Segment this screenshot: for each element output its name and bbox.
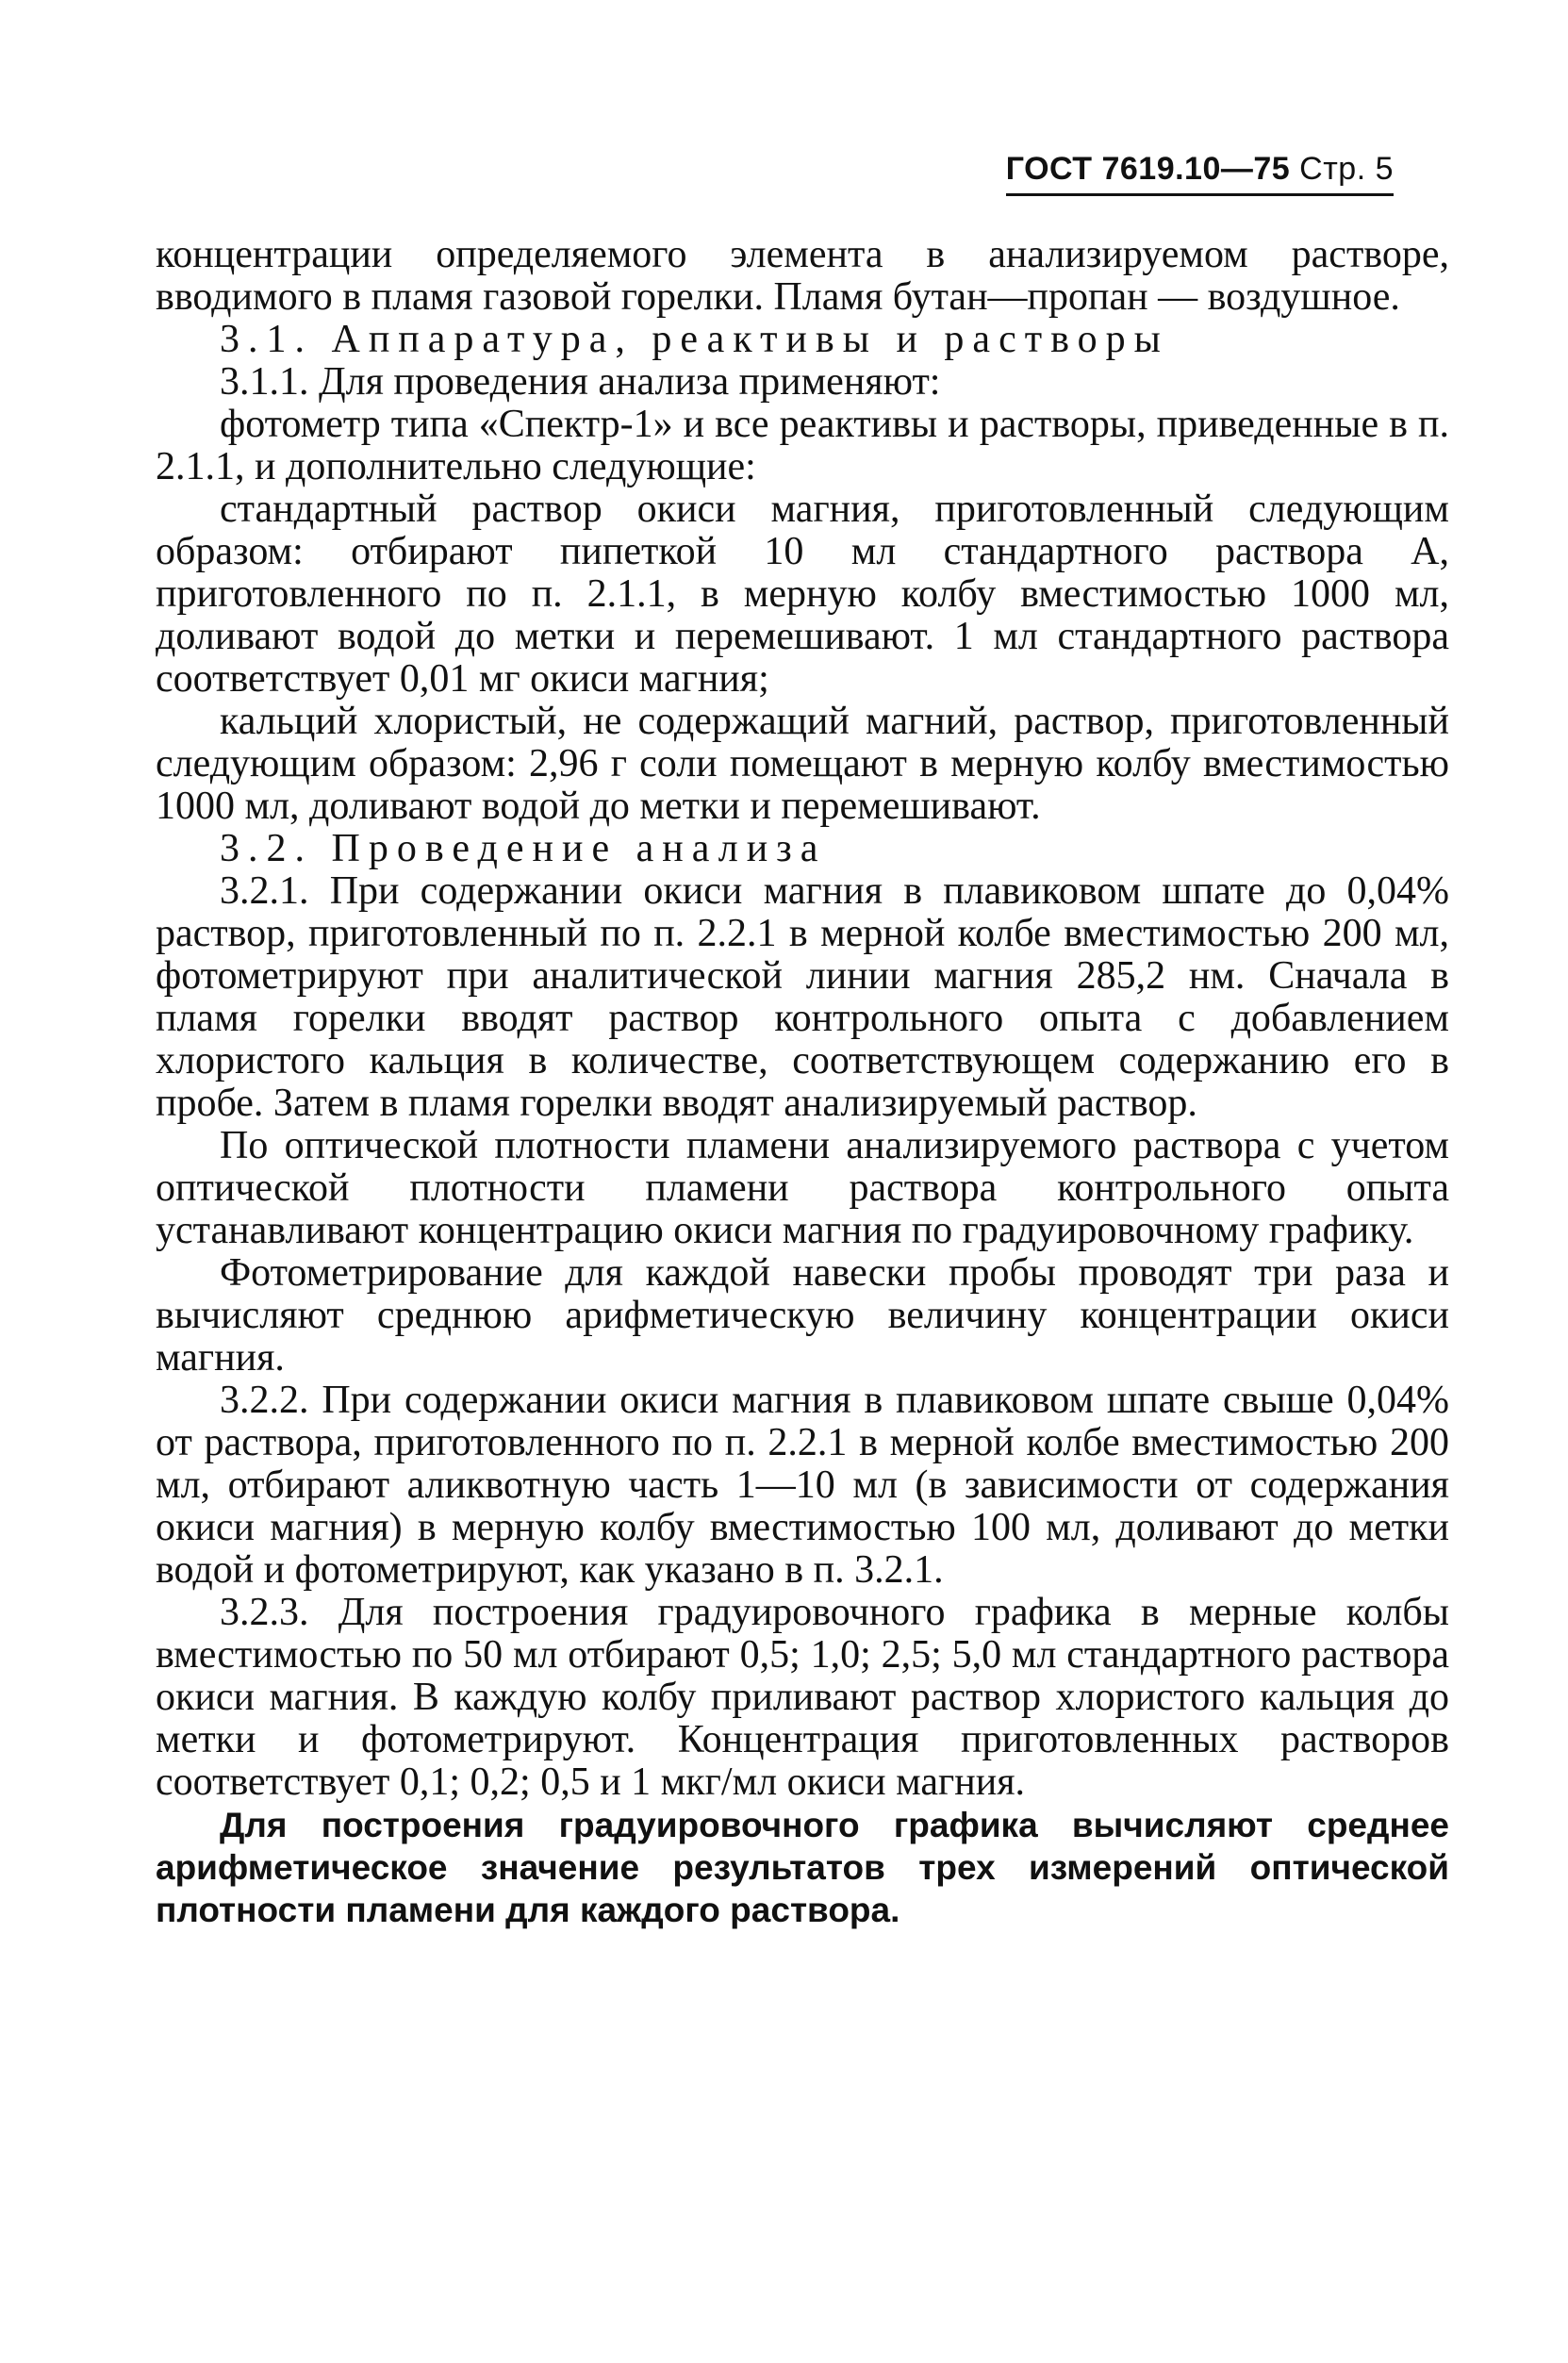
- page-number: Стр. 5: [1299, 151, 1394, 187]
- paragraph-intro-continuation: концентрации определяемого элемента в анализируемом растворе, вводимого в пламя газовой горелки. Пламя бутан—пропан — воздушное.: [156, 233, 1449, 319]
- paragraph-3-1-1: 3.1.1. Для проведения анализа применяют:: [220, 360, 941, 404]
- paragraph-photometer: фотометр типа «Спектр-1» и все реактивы и растворы, приведенные в п. 2.1.1, и дополнительно следующие:: [156, 403, 1449, 488]
- standard-code: ГОСТ 7619.10—75: [1005, 151, 1291, 187]
- body-text: [156, 234, 1449, 1931]
- paragraph-3-2-3: 3.2.3. Для построения градуировочного графика в мерные колбы вместимостью по 50 мл отбирают 0,5; 1,0; 2,5; 5,0 мл стандартного раствора окиси магния. В каждую колбу приливают раствор хлористого кальция до метки и фотометрируют. Концентрация приготовленных растворов соответствует 0,1; 0,2; 0,5 и 1 мкг/мл окиси магния.: [156, 1591, 1449, 1804]
- page-header: [1006, 151, 1394, 196]
- paragraph-photometry-repeat: Фотометрирование для каждой навески пробы проводят три раза и вычисляют среднюю арифметическую величину концентрации окиси магния.: [156, 1251, 1449, 1380]
- paragraph-3-2-2: 3.2.2. При содержании окиси магния в плавиковом шпате свыше 0,04% от раствора, приготовленного по п. 2.2.1 в мерной колбе вместимостью 200 мл, отбирают аликвотную часть 1—10 мл (в зависимости от содержания окиси магния) в мерную колбу вместимостью 100 мл, доливают до метки водой и фотометрируют, как указано в п. 3.2.1.: [156, 1379, 1449, 1592]
- paragraph-3-2-1: 3.2.1. При содержании окиси магния в плавиковом шпате до 0,04% раствор, приготовленный по п. 2.2.1 в мерной колбе вместимостью 200 мл, фотометрируют при аналитической линии магния 285,2 нм. Сначала в пламя горелки вводят раствор контрольного опыта с добавлением хлористого кальция в количестве, соответствующем содержанию его в пробе. Затем в пламя горелки вводят анализируемый раствор.: [156, 869, 1449, 1125]
- paragraph-calibration-average: Для построения градуировочного графика вычисляют среднее арифметическое значение результатов трех измерений оптической плотности пламени для каждого раствора.: [156, 1806, 1449, 1929]
- section-heading-analysis: 3.2. Проведение анализа: [220, 827, 827, 870]
- paragraph-calcium-chloride: кальций хлористый, не содержащий магний, раствор, приготовленный следующим образом: 2,96 г соли помещают в мерную колбу вместимостью 1000 мл, доливают водой до метки и перемешивают.: [156, 700, 1449, 828]
- paragraph-optical-density: По оптической плотности пламени анализируемого раствора с учетом оптической плотности пламени раствора контрольного опыта устанавливают концентрацию окиси магния по градуировочному графику.: [156, 1124, 1449, 1252]
- paragraph-standard-solution: стандартный раствор окиси магния, приготовленный следующим образом: отбирают пипеткой 10 мл стандартного раствора А, приготовленного по п. 2.1.1, в мерную колбу вместимостью 1000 мл, доливают водой до метки и перемешивают. 1 мл стандартного раствора соответствует 0,01 мг окиси магния;: [156, 487, 1449, 701]
- section-heading-apparatus: 3.1. Аппаратура, реактивы и растворы: [220, 318, 1169, 361]
